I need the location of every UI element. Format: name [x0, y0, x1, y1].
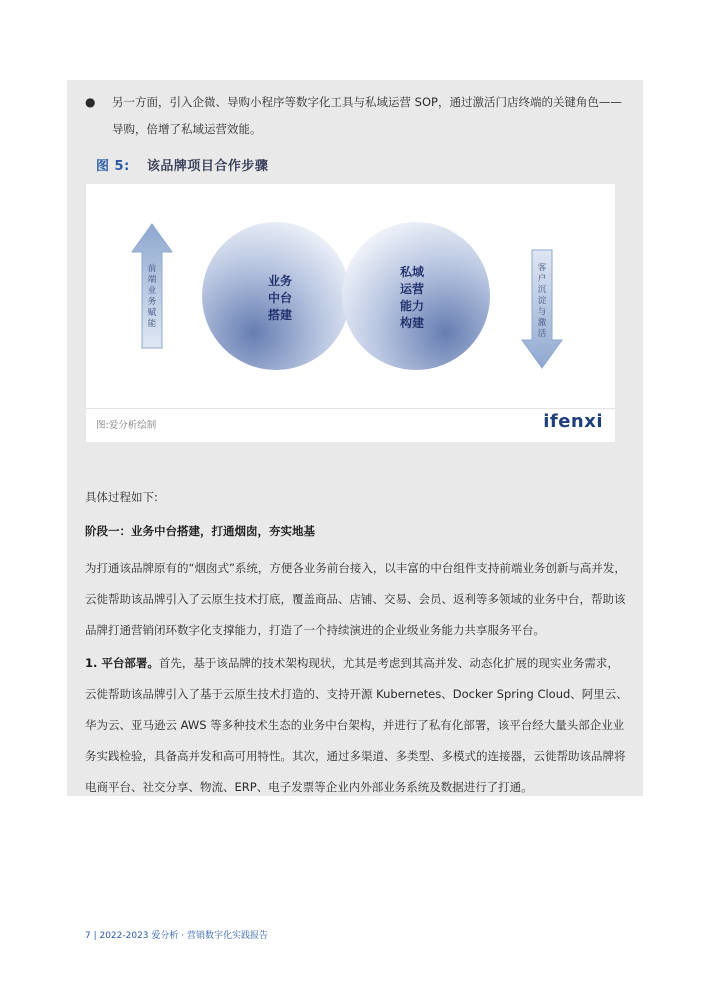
right-circle-line-2: 能力: [399, 299, 425, 313]
stage-heading: 阶段一：业务中台搭建，打通烟囱，夯实地基: [85, 524, 315, 538]
bullet-item: [85, 89, 630, 143]
figure-title: [96, 155, 268, 174]
right-arrow-char-1: 户: [537, 274, 547, 284]
right-arrow-char-4: 与: [537, 307, 547, 317]
right-arrow-char-2: 沉: [537, 285, 547, 295]
left-arrow-char-1: 端: [147, 275, 157, 285]
bullet-text: 另一方面，引入企微、导购小程序等数字化工具与私域运营 SOP，通过激活门店终端的关键角色——导购，倍增了私域运营效能。: [112, 95, 622, 136]
left-circle-line-1: 中台: [267, 291, 293, 305]
figure-number: 图 5:: [96, 159, 130, 174]
page-footer: 7 | 2022-2023 爱分析 · 营销数字化实践报告: [85, 931, 268, 941]
right-circle-line-3: 构建: [399, 316, 425, 330]
right-circle: [342, 222, 490, 370]
right-arrow-char-0: 客: [537, 263, 547, 273]
left-circle-line-2: 搭建: [267, 308, 293, 322]
right-arrow-char-6: 活: [537, 329, 547, 339]
left-arrow-char-4: 赋: [147, 308, 157, 318]
paragraph-2-body: 首先，基于该品牌的技术架构现状，尤其是考虑到其高并发、动态化扩展的现实业务需求，云徙帮助该品牌引入了基于云原生技术打造的、支持开源 Kubernetes、Docker Spring Cloud、阿里云、华为云、亚马逊云 AWS 等多种技术生态的业务中台架构，并进行了私有化部署，该平台经大量头部企业业务实践检验，具备高并发和高可用特性。其次，通过多渠道、多类型、多模式的连接器，云徙帮助该品牌将电商平台、社交分享、物流、ERP、电子发票等企业内外部业务系统及数据进行了打通。: [85, 656, 628, 794]
right-circle-line-1: 运营: [399, 282, 425, 296]
intro-text: 具体过程如下:: [85, 490, 158, 504]
cooperation-steps-diagram: [86, 184, 615, 408]
left-circle-line-0: 业务: [267, 274, 293, 288]
left-arrow-char-5: 能: [147, 319, 157, 329]
bullet-marker: ●: [85, 95, 96, 109]
left-circle-label: [267, 273, 292, 322]
ifenxi-logo: ifenxi: [543, 411, 603, 432]
left-arrow-char-2: 业: [147, 286, 157, 296]
right-arrow-label: [538, 262, 547, 339]
left-arrow-char-0: 前: [147, 264, 157, 274]
figure-caption: 图:爱分析绘制: [96, 420, 157, 431]
right-circle-line-0: 私域: [399, 265, 425, 279]
right-arrow-char-5: 激: [537, 318, 547, 328]
paragraph-1: 为打通该品牌原有的“烟囱式”系统，方便各业务前台接入，以丰富的中台组件支持前端业务创新与高并发，云徙帮助该品牌引入了云原生技术打底，覆盖商品、店铺、交易、会员、返利等多领域的业务中台，帮助该品牌打通营销闭环数字化支撑能力，打造了一个持续演进的企业级业务能力共享服务平台。: [85, 561, 626, 637]
paragraph-2: [85, 648, 630, 803]
figure-name: 该品牌项目合作步骤: [146, 159, 269, 174]
paragraph-2-lead: 1. 平台部署。: [85, 656, 159, 670]
figure-diagram: [86, 184, 615, 442]
right-arrow-char-3: 淀: [537, 296, 547, 306]
figure-divider: [86, 408, 615, 409]
left-arrow-char-3: 务: [147, 297, 157, 307]
